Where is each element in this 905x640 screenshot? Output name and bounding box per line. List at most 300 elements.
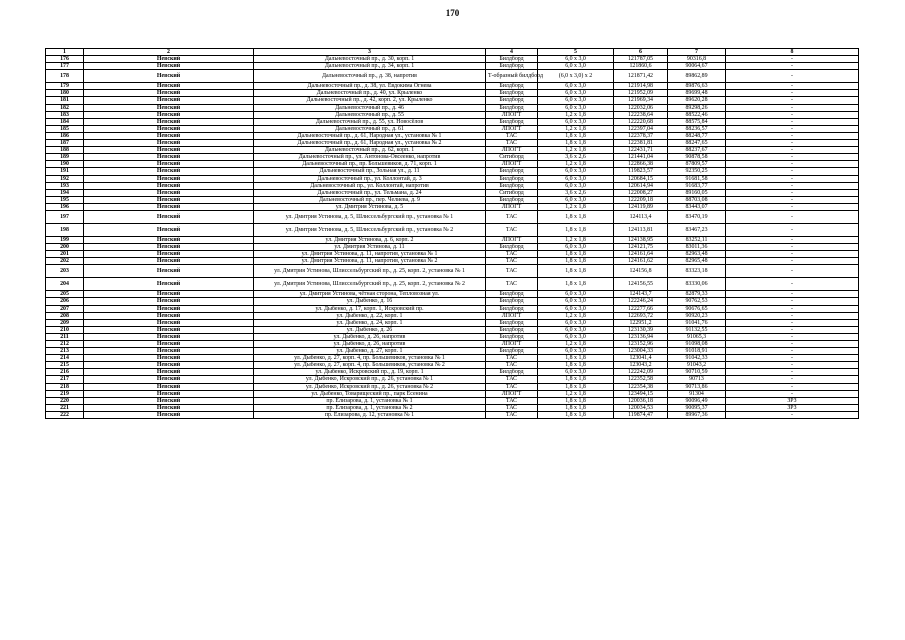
district-cell: Невский [84,258,254,265]
structure-type-cell: Билдборд [486,182,538,189]
note-cell: - [726,83,859,90]
coord-y-cell: 89699,48 [668,90,726,97]
row-number-cell: 201 [46,251,84,258]
structure-type-cell: Билдборд [486,63,538,70]
structure-type-cell: ЛПОГТ [486,125,538,132]
structure-type-cell: ТАС [486,140,538,147]
table-row [46,348,859,355]
note-cell: - [726,56,859,63]
table-row [46,104,859,111]
coord-y-cell: 90316,8 [668,56,726,63]
address-cell: Дальневосточный пр., д. 61 [254,125,486,132]
structure-type-cell: ТАС [486,411,538,418]
row-number-cell: 211 [46,333,84,340]
coord-y-cell: 90920,23 [668,312,726,319]
district-cell: Невский [84,298,254,305]
note-cell: - [726,369,859,376]
coord-x-cell: 122951,2 [614,319,668,326]
coord-y-cell: 89620,28 [668,97,726,104]
note-cell: - [726,326,859,333]
row-number-cell: 178 [46,70,84,83]
structure-type-cell: Билдборд [486,305,538,312]
district-cell: Невский [84,196,254,203]
size-cell: 6,0 х 3,0 [538,118,614,125]
structure-type-cell: Билдборд [486,83,538,90]
district-cell: Невский [84,70,254,83]
size-cell: 1,8 х 1,8 [538,397,614,404]
address-cell: ул. Дмитрия Устинова, д. 5, Шлиссельбургский пр., установка № 1 [254,210,486,223]
size-cell: 1,8 х 1,8 [538,258,614,265]
table-row [46,236,859,243]
structure-type-cell: Билдборд [486,333,538,340]
coord-y-cell: 89160,05 [668,189,726,196]
row-number-cell: 179 [46,83,84,90]
row-number-cell: 188 [46,147,84,154]
district-cell: Невский [84,125,254,132]
coord-x-cell: 119874,47 [614,411,668,418]
coord-x-cell: 123043,2 [614,362,668,369]
structure-type-cell: ТАС [486,397,538,404]
note-cell: - [726,265,859,278]
coord-x-cell: 121441,04 [614,154,668,161]
note-cell: - [726,278,859,291]
table-row [46,90,859,97]
coord-y-cell: 89876,63 [668,83,726,90]
coord-y-cell: 90713,86 [668,383,726,390]
structure-type-cell: Билдборд [486,104,538,111]
coord-x-cell: 122866,38 [614,161,668,168]
coord-x-cell: 122209,18 [614,196,668,203]
note-cell: - [726,189,859,196]
coord-x-cell: 123136,94 [614,333,668,340]
table-row [46,182,859,189]
note-cell: - [726,161,859,168]
district-cell: Невский [84,182,254,189]
district-cell: Невский [84,83,254,90]
size-cell: 1,8 х 1,8 [538,355,614,362]
coord-x-cell: 122238,64 [614,111,668,118]
row-number-cell: 221 [46,404,84,411]
note-cell: - [726,132,859,139]
address-cell: Дальневосточный пр., д. 61, Народная ул., установка № 2 [254,140,486,147]
table-row [46,404,859,411]
note-cell: - [726,376,859,383]
coord-y-cell: 83252,11 [668,236,726,243]
structure-type-cell: ЛПОГТ [486,312,538,319]
table-row [46,196,859,203]
coord-y-cell: 91018,91 [668,348,726,355]
district-cell: Невский [84,341,254,348]
row-number-cell: 196 [46,203,84,210]
address-cell: Дальневосточный пр., д. 38, ул. Евдокима Огнева [254,83,486,90]
note-cell: - [726,333,859,340]
district-cell: Невский [84,90,254,97]
district-cell: Невский [84,97,254,104]
address-cell: ул. Дыбенко, д. 27, корп. 1 [254,348,486,355]
row-number-cell: 183 [46,111,84,118]
address-cell: Дальневосточный пр., ул. Тельмана, д. 24 [254,189,486,196]
district-cell: Невский [84,362,254,369]
address-cell: ул. Дмитрия Устинова, д. 5 [254,203,486,210]
district-cell: Невский [84,56,254,63]
coord-x-cell: 123041,4 [614,355,668,362]
row-number-cell: 194 [46,189,84,196]
structure-type-cell: ЛПОГТ [486,390,538,397]
row-number-cell: 176 [46,56,84,63]
address-cell: ул. Дмитрия Устинова, д. 5, Шлиссельбургский пр., установка № 2 [254,223,486,236]
note-cell: ЗРЗ [726,397,859,404]
row-number-cell: 208 [46,312,84,319]
structure-type-cell: Билдборд [486,196,538,203]
coord-x-cell: 124143,7 [614,291,668,298]
table-row [46,341,859,348]
coord-y-cell: 91041,76 [668,319,726,326]
coord-y-cell: 83011,36 [668,244,726,251]
note-cell: - [726,355,859,362]
table-row [46,383,859,390]
coord-y-cell: 83330,06 [668,278,726,291]
structure-type-cell: Билдборд [486,175,538,182]
coord-y-cell: 91681,58 [668,175,726,182]
coord-y-cell: 91098,08 [668,341,726,348]
coord-x-cell: 120684,15 [614,175,668,182]
coord-y-cell: 88236,57 [668,125,726,132]
row-number-cell: 210 [46,326,84,333]
district-cell: Невский [84,348,254,355]
row-number-cell: 189 [46,154,84,161]
note-cell: - [726,203,859,210]
coord-x-cell: 124156,8 [614,265,668,278]
table-row [46,210,859,223]
address-cell: Дальневосточный пр., д. 42, корп. 2, ул. Крыленко [254,97,486,104]
size-cell: 6,0 х 3,0 [538,291,614,298]
district-cell: Невский [84,104,254,111]
structure-type-cell: Билдборд [486,97,538,104]
coord-x-cell: 121787,05 [614,56,668,63]
address-cell: ул. Дмитрия Устинова, чётная сторона, Тепловозная ул. [254,291,486,298]
size-cell: 6,0 х 3,0 [538,182,614,189]
row-number-cell: 177 [46,63,84,70]
note-cell: - [726,251,859,258]
coord-x-cell: 121860,6 [614,63,668,70]
coord-x-cell: 123004,33 [614,348,668,355]
row-number-cell: 222 [46,411,84,418]
table-row [46,265,859,278]
row-number-cell: 220 [46,397,84,404]
note-cell: - [726,305,859,312]
size-cell: 1,8 х 1,8 [538,265,614,278]
coord-y-cell: 91683,77 [668,182,726,189]
district-cell: Невский [84,168,254,175]
table-row [46,111,859,118]
district-cell: Невский [84,397,254,404]
table-row [46,326,859,333]
size-cell: 1,8 х 1,8 [538,362,614,369]
structure-type-cell: ТАС [486,223,538,236]
coord-x-cell: 122008,27 [614,189,668,196]
coord-x-cell: 124113,4 [614,210,668,223]
coord-y-cell: 89298,26 [668,104,726,111]
address-cell: Дальневосточный пр., ул. Антонова-Овсеенко, напротив [254,154,486,161]
table-row [46,305,859,312]
coord-y-cell: 88522,46 [668,111,726,118]
row-number-cell: 216 [46,369,84,376]
district-cell: Невский [84,319,254,326]
coord-x-cell: 124156,55 [614,278,668,291]
table-row [46,147,859,154]
address-cell: ул. Дыбенко, д. 27, корп. 4, пр. Большевиков, установка № 1 [254,355,486,362]
note-cell: - [726,63,859,70]
address-cell: Дальневосточный пр., д. 46 [254,104,486,111]
note-cell: - [726,258,859,265]
row-number-cell: 207 [46,305,84,312]
coord-x-cell: 122693,72 [614,312,668,319]
structure-type-cell: ЛПОГТ [486,111,538,118]
coord-y-cell: 90762,53 [668,298,726,305]
table-row [46,63,859,70]
coord-x-cell: 121871,42 [614,70,668,83]
table-row [46,132,859,139]
note-cell: - [726,223,859,236]
row-number-cell: 212 [46,341,84,348]
coord-y-cell: 90064,67 [668,63,726,70]
address-cell: ул. Дмитрия Устинова, Шлиссельбургский пр., д. 25, корп. 2, установка № 2 [254,278,486,291]
structure-type-cell: ТАС [486,355,538,362]
size-cell: 6,0 х 3,0 [538,298,614,305]
coord-x-cell: 122242,09 [614,369,668,376]
coord-y-cell: 88575,84 [668,118,726,125]
table-row [46,369,859,376]
row-number-cell: 191 [46,168,84,175]
address-cell: Дальневосточный пр., д. 61, Народная ул., установка № 1 [254,132,486,139]
table-row [46,291,859,298]
note-cell: - [726,111,859,118]
note-cell: - [726,312,859,319]
header-cell: 4 [486,49,538,56]
header-cell: 7 [668,49,726,56]
coord-y-cell: 82963,48 [668,251,726,258]
address-cell: ул. Дыбенко, Искровский пр., д. 26, установка № 2 [254,383,486,390]
coord-y-cell: 91132,55 [668,326,726,333]
size-cell: 1,2 х 1,8 [538,312,614,319]
coord-x-cell: 122354,38 [614,383,668,390]
note-cell: - [726,298,859,305]
coord-x-cell: 120614,94 [614,182,668,189]
header-cell: 6 [614,49,668,56]
table-row [46,376,859,383]
coord-x-cell: 121969,34 [614,97,668,104]
coord-x-cell: 122032,06 [614,104,668,111]
row-number-cell: 219 [46,390,84,397]
district-cell: Невский [84,265,254,278]
district-cell: Невский [84,210,254,223]
note-cell: - [726,341,859,348]
district-cell: Невский [84,118,254,125]
address-cell: Дальневосточный пр., д. 62, корп. 1 [254,147,486,154]
address-cell: ул. Дыбенко, д. 22, корп. 1 [254,312,486,319]
structure-type-cell: Билдборд [486,56,538,63]
row-number-cell: 187 [46,140,84,147]
address-cell: Дальневосточный пр., ул. Коллонтай, д. 3 [254,175,486,182]
note-cell: - [726,383,859,390]
size-cell: 1,2 х 1,8 [538,147,614,154]
structure-type-cell: ТАС [486,404,538,411]
coord-y-cell: 91304 [668,390,726,397]
district-cell: Невский [84,63,254,70]
address-cell: ул. Дыбенко, Искровский пр., д. 19, корп. 1 [254,369,486,376]
coord-y-cell: 91065,3 [668,333,726,340]
row-number-cell: 205 [46,291,84,298]
address-cell: ул. Дмитрия Устинова, д. 11, напротив, установка № 2 [254,258,486,265]
advertising-structures-table [45,48,859,419]
size-cell: 6,0 х 3,0 [538,348,614,355]
size-cell: 1,8 х 1,8 [538,404,614,411]
size-cell: 6,0 х 3,0 [538,83,614,90]
district-cell: Невский [84,312,254,319]
coord-x-cell: 122397,04 [614,125,668,132]
structure-type-cell: Т-образный билдборд [486,70,538,83]
row-number-cell: 184 [46,118,84,125]
note-cell: - [726,236,859,243]
size-cell: 1,2 х 1,8 [538,341,614,348]
row-number-cell: 190 [46,161,84,168]
coord-y-cell: 90095,37 [668,404,726,411]
size-cell: 6,0 х 3,0 [538,56,614,63]
note-cell: - [726,147,859,154]
coord-y-cell: 87809,57 [668,161,726,168]
coord-y-cell: 90096,49 [668,397,726,404]
table-row [46,56,859,63]
note-cell: - [726,362,859,369]
table-row [46,258,859,265]
note-cell: - [726,140,859,147]
structure-type-cell: Билдборд [486,369,538,376]
row-number-cell: 199 [46,236,84,243]
district-cell: Невский [84,251,254,258]
table-row [46,298,859,305]
district-cell: Невский [84,383,254,390]
row-number-cell: 181 [46,97,84,104]
note-cell: - [726,210,859,223]
size-cell: 6,0 х 3,0 [538,196,614,203]
address-cell: Дальневосточный пр., д. 55 [254,111,486,118]
coord-x-cell: 124119,89 [614,203,668,210]
coord-x-cell: 122381,81 [614,140,668,147]
structure-type-cell: ТАС [486,265,538,278]
coord-y-cell: 83467,23 [668,223,726,236]
coord-x-cell: 122277,66 [614,305,668,312]
table-row [46,203,859,210]
structure-type-cell: ТАС [486,362,538,369]
size-cell: 6,0 х 3,0 [538,244,614,251]
row-number-cell: 203 [46,265,84,278]
table-row [46,154,859,161]
structure-type-cell: Билдборд [486,319,538,326]
note-cell: - [726,70,859,83]
address-cell: ул. Дыбенко, д. 26, напротив [254,333,486,340]
address-cell: пр. Елизарова, д. 12, установка № 1 [254,411,486,418]
district-cell: Невский [84,161,254,168]
table-row [46,244,859,251]
district-cell: Невский [84,305,254,312]
coord-x-cell: 124161,62 [614,258,668,265]
size-cell: 1,2 х 1,8 [538,203,614,210]
row-number-cell: 217 [46,376,84,383]
address-cell: ул. Дмитрия Устинова, д. 6, корп. 2 [254,236,486,243]
table-row [46,397,859,404]
note-cell: - [726,182,859,189]
structure-type-cell: Ситиборд [486,154,538,161]
row-number-cell: 198 [46,223,84,236]
coord-x-cell: 122431,71 [614,147,668,154]
coord-y-cell: 90676,65 [668,305,726,312]
address-cell: Дальневосточный пр., д. 55, ул. Новосёлов [254,118,486,125]
district-cell: Невский [84,404,254,411]
district-cell: Невский [84,154,254,161]
address-cell: Дальневосточный пр., д. 40, ул. Крыленко [254,90,486,97]
address-cell: Дальневосточный пр., д. 30, корп. 1 [254,56,486,63]
district-cell: Невский [84,111,254,118]
address-cell: Дальневосточный пр., д. 34, корп. 1 [254,63,486,70]
table-row [46,333,859,340]
coord-y-cell: 83470,19 [668,210,726,223]
row-number-cell: 218 [46,383,84,390]
structure-type-cell: ТАС [486,383,538,390]
structure-type-cell: ТАС [486,376,538,383]
table-row [46,97,859,104]
coord-x-cell: 124121,75 [614,244,668,251]
structure-type-cell: ЛПОГТ [486,341,538,348]
table-row [46,355,859,362]
coord-x-cell: 124113,81 [614,223,668,236]
coord-x-cell: 120036,18 [614,397,668,404]
structure-type-cell: ЛПОГТ [486,236,538,243]
district-cell: Невский [84,140,254,147]
coord-y-cell: 88237,67 [668,147,726,154]
size-cell: 1,8 х 1,8 [538,376,614,383]
structure-type-cell: Билдборд [486,244,538,251]
coord-y-cell: 88703,08 [668,196,726,203]
district-cell: Невский [84,291,254,298]
table-row [46,312,859,319]
address-cell: ул. Дмитрия Устинова, д. 11 [254,244,486,251]
coord-y-cell: 92350,25 [668,168,726,175]
note-cell: - [726,348,859,355]
size-cell: 1,8 х 1,8 [538,132,614,139]
row-number-cell: 185 [46,125,84,132]
address-cell: ул. Дыбенко, д. 24, корп. 1 [254,319,486,326]
structure-type-cell: ЛПОГТ [486,203,538,210]
size-cell: 6,0 х 3,0 [538,97,614,104]
table-row [46,161,859,168]
note-cell: - [726,168,859,175]
address-cell: ул. Дыбенко, д. 27, корп. 4, пр. Большевиков, установка № 2 [254,362,486,369]
district-cell: Невский [84,333,254,340]
district-cell: Невский [84,355,254,362]
row-number-cell: 215 [46,362,84,369]
header-cell: 2 [84,49,254,56]
district-cell: Невский [84,411,254,418]
note-cell: - [726,118,859,125]
size-cell: 6,0 х 3,0 [538,319,614,326]
header-cell: 3 [254,49,486,56]
coord-y-cell: 91042,33 [668,355,726,362]
row-number-cell: 209 [46,319,84,326]
size-cell: 1,2 х 1,8 [538,236,614,243]
coord-x-cell: 124138,95 [614,236,668,243]
size-cell: 6,0 х 3,0 [538,305,614,312]
note-cell: - [726,291,859,298]
